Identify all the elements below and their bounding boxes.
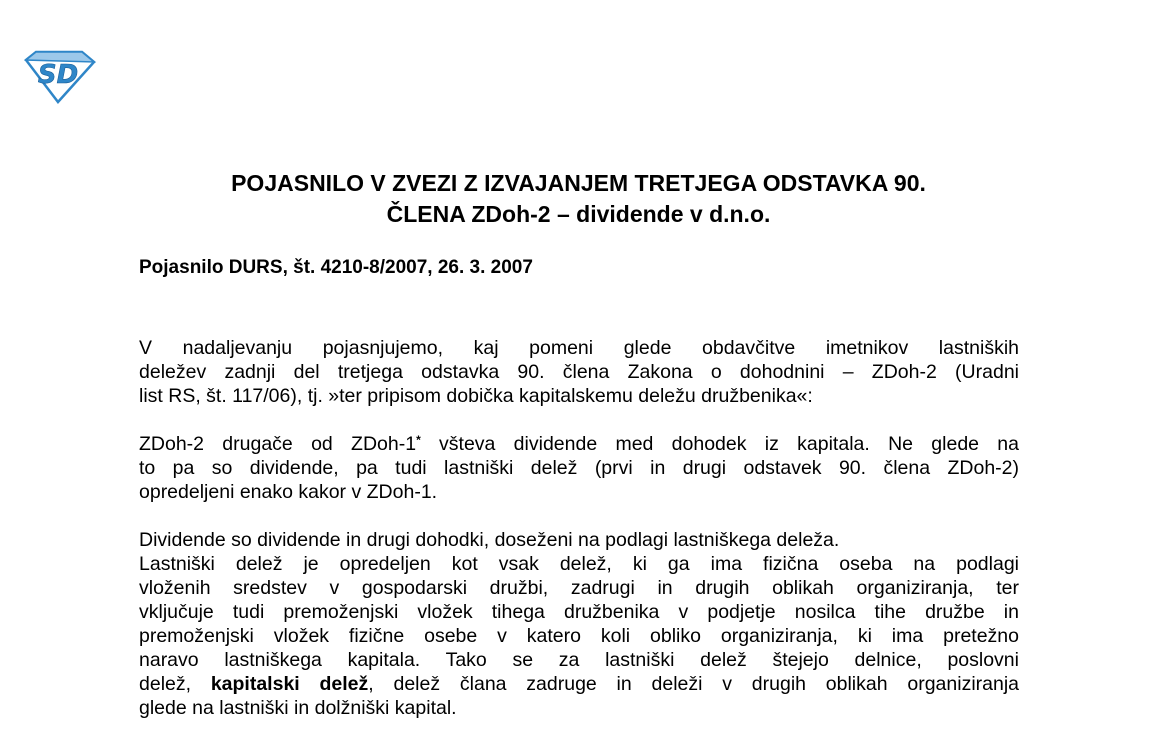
paragraph-line: V nadaljevanju pojasnjujemo, kaj pomeni glede obdavčitve imetnikov lastniških [139,337,1019,359]
paragraph-2 [139,432,1019,504]
title-line-1: POJASNILO V ZVEZI Z IZVAJANJEM TRETJEGA ODSTAVKA 90. [231,170,926,196]
paragraph-line [139,672,1019,696]
title-line-2: ČLENA ZDoh-2 – dividende v d.n.o. [386,201,771,227]
paragraph-text: všteva dividende med dohodek iz kapitala. Ne glede na [420,433,1019,455]
paragraph-text: , delež člana zadruge in deleži v drugih oblikah organiziranja [368,673,1020,695]
sd-diamond-logo-icon [22,50,96,104]
paragraph-text: delež, [139,673,211,695]
paragraph-line [139,432,1019,456]
paragraph-text: ZDoh-2 drugače od ZDoh-1 [139,433,417,455]
footnote-marker: * [416,433,421,447]
paragraph-line: premoženjski vložek fizične osebe v katero koli obliko organiziranja, ki ima pretežno [139,625,1019,647]
paragraph-1 [139,336,1019,408]
paragraph-line: naravo lastniškega kapitala. Tako se za lastniški delež štejejo delnice, poslovni [139,649,1019,671]
paragraph-3 [139,528,1019,552]
paragraph-line: glede na lastniški in dolžniški kapital. [139,697,457,719]
paragraph-line: deležev zadnji del tretjega odstavka 90. člena Zakona o dohodnini – ZDoh-2 (Uradni [139,361,1019,383]
paragraph-line: list RS, št. 117/06), tj. »ter pripisom dobička kapitalskemu deležu družbenika«: [139,385,813,407]
paragraph-line: vloženih sredstev v gospodarski družbi, zadrugi in drugih oblikah organiziranja, ter [139,577,1019,599]
paragraph-line: to pa so dividende, pa tudi lastniški delež (prvi in drugi odstavek 90. člena ZDoh-2) [139,457,1019,479]
paragraph-line: vključuje tudi premoženjski vložek tihega družbenika v podjetje nosilca tihe družbe in [139,601,1019,623]
document-title [0,168,1157,230]
paragraph-4 [139,552,1019,720]
logo-lettering: SD [37,60,79,90]
paragraph-line: opredeljeni enako kakor v ZDoh-1. [139,481,438,503]
paragraph-line: Lastniški delež je opredeljen kot vsak delež, ki ga ima fizična oseba na podlagi [139,553,1019,575]
bold-term: kapitalski delež [210,673,369,695]
document-body [139,336,1019,744]
reference-line: Pojasnilo DURS, št. 4210-8/2007, 26. 3. 2007 [139,257,533,278]
paragraph-line: Dividende so dividende in drugi dohodki, doseženi na podlagi lastniškega deleža. [139,529,840,551]
